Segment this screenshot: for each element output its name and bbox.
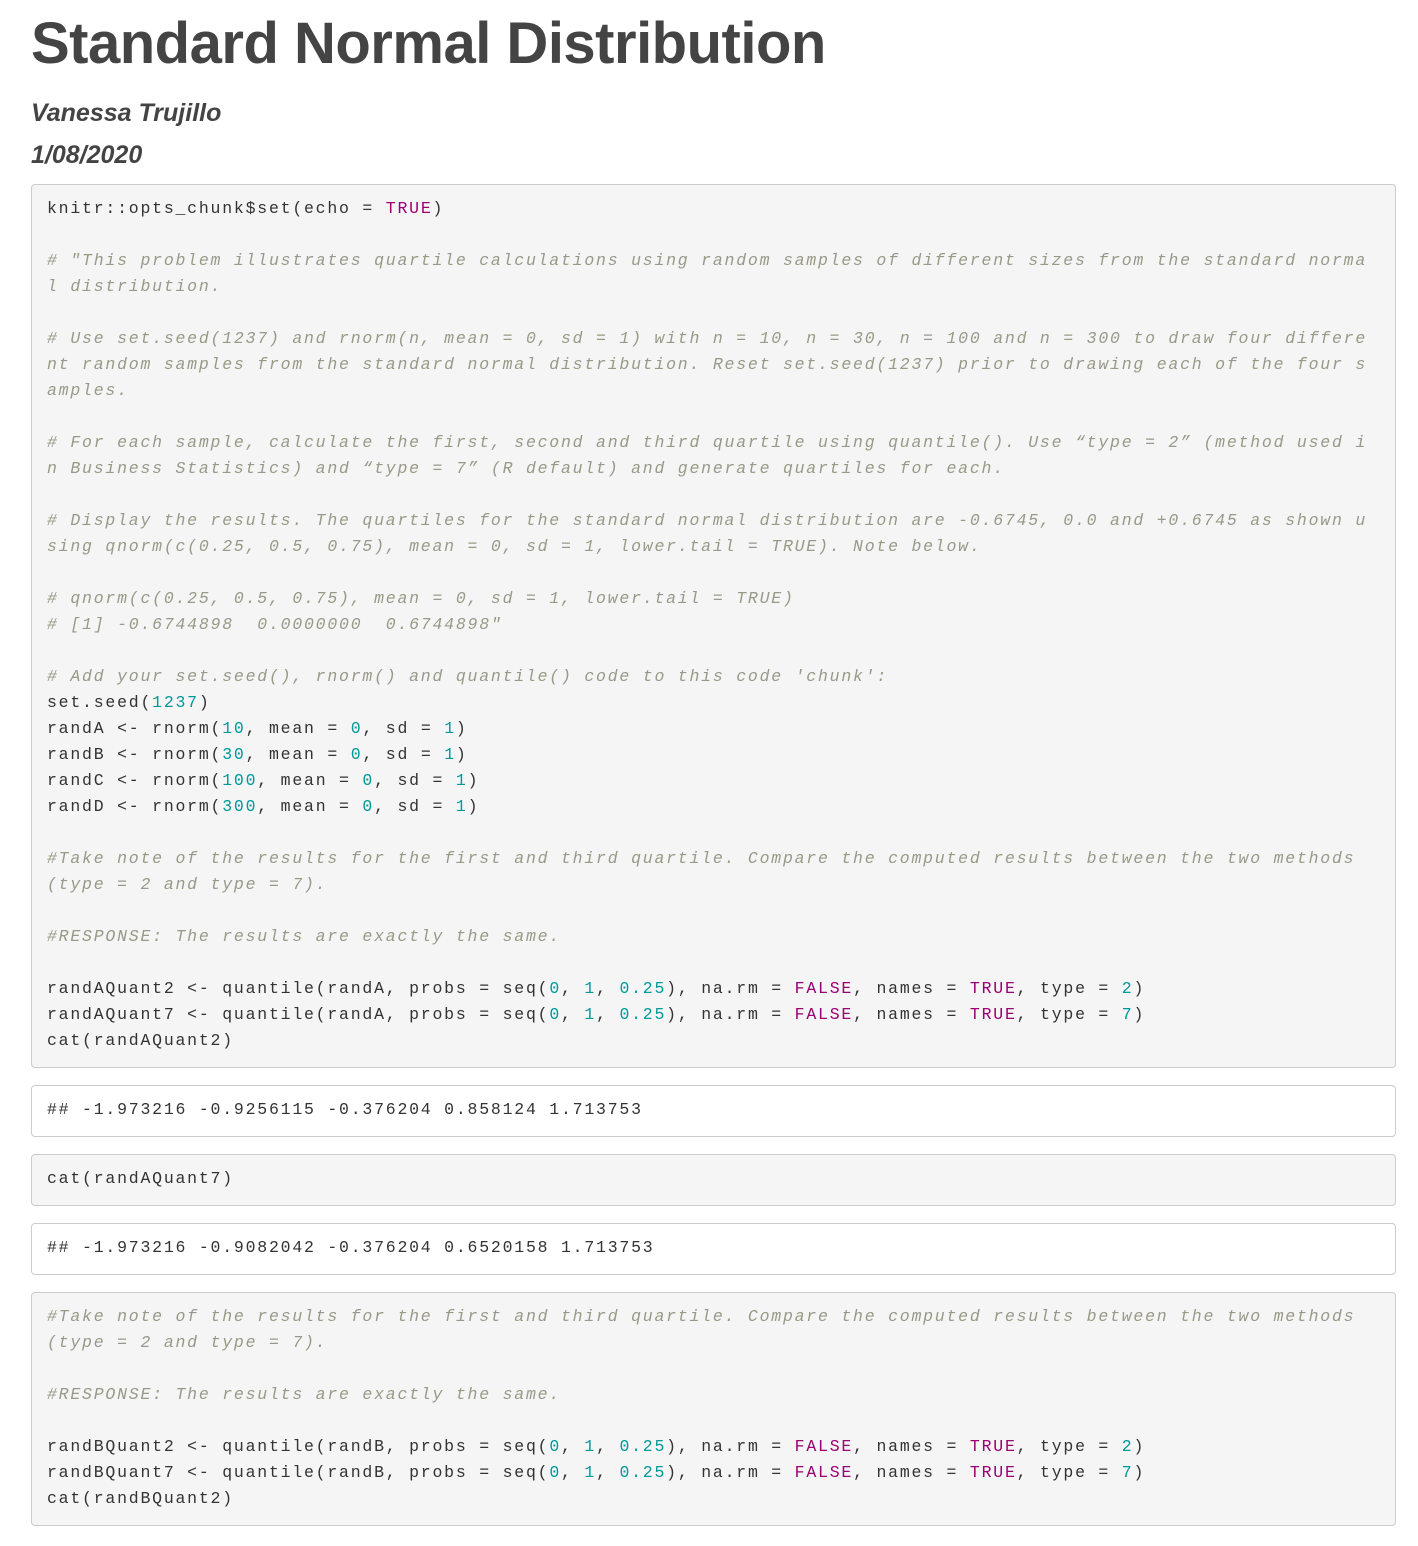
code-token: , type =: [1016, 1463, 1122, 1482]
code-token: ): [1133, 1005, 1146, 1024]
keyword-token: TRUE: [969, 1463, 1017, 1482]
code-token: ,: [596, 1005, 620, 1024]
number-token: 2: [1121, 979, 1134, 998]
code-line: [47, 612, 1380, 638]
code-line: [47, 1408, 1380, 1434]
comment-token: #RESPONSE: The results are exactly the same.: [47, 1385, 561, 1404]
comment-token: sing qnorm(c(0.25, 0.5, 0.75), mean = 0, sd = 1, lower.tail = TRUE). Note below.: [47, 537, 982, 556]
number-token: 2: [1121, 1437, 1134, 1456]
number-token: 0: [549, 1437, 561, 1456]
code-token: ,: [596, 1463, 620, 1482]
code-line: [47, 1486, 1380, 1512]
code-line: [47, 274, 1380, 300]
code-token: , names =: [853, 1463, 970, 1482]
keyword-token: TRUE: [969, 1005, 1017, 1024]
code-token: ,: [561, 1437, 585, 1456]
code-token: , sd =: [374, 771, 456, 790]
comment-token: # Display the results. The quartiles for the standard normal distribution are -0.6745, 0.0 and +0.6745 as shown u: [47, 511, 1368, 530]
code-line: [47, 820, 1380, 846]
code-token: cat(randBQuant2): [47, 1489, 234, 1508]
code-chunk: [31, 184, 1396, 1068]
comment-token: # Add your set.seed(), rnorm() and quantile() code to this code 'chunk':: [47, 667, 889, 686]
comment-token: (type = 2 and type = 7).: [47, 875, 328, 894]
keyword-token: FALSE: [794, 1437, 854, 1456]
comment-token: # qnorm(c(0.25, 0.5, 0.75), mean = 0, sd = 1, lower.tail = TRUE): [47, 589, 795, 608]
number-token: 0.25: [619, 1463, 667, 1482]
number-token: 10: [222, 719, 246, 738]
number-token: 0: [549, 979, 561, 998]
number-token: 100: [222, 771, 258, 790]
number-token: 1: [455, 771, 468, 790]
code-line: [47, 482, 1380, 508]
code-token: ), na.rm =: [666, 979, 795, 998]
code-line: [47, 430, 1380, 456]
code-chunk: [31, 1292, 1396, 1526]
code-line: [47, 1460, 1380, 1486]
number-token: 0: [350, 719, 363, 738]
code-line: [47, 1028, 1380, 1054]
code-token: ,: [596, 1437, 620, 1456]
number-token: 0.25: [619, 1437, 667, 1456]
number-token: 0: [362, 797, 375, 816]
number-token: 30: [222, 745, 246, 764]
code-line: [47, 690, 1380, 716]
code-line: [47, 976, 1380, 1002]
number-token: 0: [549, 1463, 561, 1482]
code-line: [47, 1166, 1380, 1192]
code-line: [47, 352, 1380, 378]
comment-token: #RESPONSE: The results are exactly the same.: [47, 927, 561, 946]
code-token: , names =: [853, 1005, 970, 1024]
code-token: ): [1133, 979, 1146, 998]
code-token: ), na.rm =: [666, 1463, 795, 1482]
code-line: [47, 1304, 1380, 1330]
comment-token: #Take note of the results for the first and third quartile. Compare the computed results between the two methods: [47, 849, 1356, 868]
keyword-token: TRUE: [969, 979, 1017, 998]
comment-token: (type = 2 and type = 7).: [47, 1333, 328, 1352]
code-line: [47, 534, 1380, 560]
code-line: [47, 768, 1380, 794]
code-token: ,: [596, 979, 620, 998]
code-token: randC <- rnorm(: [47, 771, 223, 790]
output-chunk: [31, 1085, 1396, 1137]
comment-token: # "This problem illustrates quartile calculations using random samples of different sizes from the standard norma: [47, 251, 1368, 270]
code-token: ,: [561, 1005, 585, 1024]
code-token: ## -1.973216 -0.9082042 -0.376204 0.6520158 1.713753: [47, 1238, 655, 1257]
code-chunk: [31, 1154, 1396, 1206]
code-token: ): [467, 797, 480, 816]
code-line: [47, 1434, 1380, 1460]
number-token: 1: [444, 745, 456, 764]
code-line: [47, 326, 1380, 352]
code-line: [47, 404, 1380, 430]
code-line: [47, 1356, 1380, 1382]
code-token: , mean =: [257, 797, 363, 816]
code-line: [47, 560, 1380, 586]
code-line: [47, 716, 1380, 742]
number-token: 7: [1121, 1005, 1134, 1024]
code-token: set.seed(: [47, 693, 153, 712]
code-line: [47, 586, 1380, 612]
code-token: randD <- rnorm(: [47, 797, 223, 816]
number-token: 1: [584, 1463, 597, 1482]
author: Vanessa Trujillo: [31, 99, 222, 127]
code-line: [47, 1097, 1380, 1123]
code-token: , mean =: [257, 771, 363, 790]
code-line: [47, 872, 1380, 898]
comment-token: # [1] -0.6744898 0.0000000 0.6744898": [47, 615, 503, 634]
code-line: [47, 1330, 1380, 1356]
code-line: [47, 300, 1380, 326]
document-body: [31, 184, 1396, 1526]
code-token: ): [432, 199, 445, 218]
comment-token: # Use set.seed(1237) and rnorm(n, mean = 0, sd = 1) with n = 10, n = 30, n = 100 and n = 300 to draw four differe: [47, 329, 1368, 348]
code-line: [47, 898, 1380, 924]
code-token: , type =: [1016, 1005, 1122, 1024]
code-token: randAQuant7 <- quantile(randA, probs = seq(: [47, 1005, 550, 1024]
page-title: Standard Normal Distribution: [31, 11, 826, 76]
comment-token: #Take note of the results for the first and third quartile. Compare the computed results between the two methods: [47, 1307, 1356, 1326]
code-line: [47, 456, 1380, 482]
comment-token: # For each sample, calculate the first, second and third quartile using quantile(). Use “type = 2” (method used i: [47, 433, 1368, 452]
code-token: , sd =: [374, 797, 456, 816]
code-token: , type =: [1016, 1437, 1122, 1456]
number-token: 300: [222, 797, 258, 816]
number-token: 0: [362, 771, 375, 790]
code-line: [47, 1002, 1380, 1028]
keyword-token: FALSE: [794, 1463, 854, 1482]
code-line: [47, 924, 1380, 950]
code-token: ,: [561, 979, 585, 998]
number-token: 7: [1121, 1463, 1134, 1482]
code-token: randA <- rnorm(: [47, 719, 223, 738]
code-token: knitr::opts_chunk$set(echo =: [47, 199, 386, 218]
number-token: 0: [350, 745, 363, 764]
keyword-token: TRUE: [969, 1437, 1017, 1456]
code-token: ): [198, 693, 211, 712]
code-token: , mean =: [245, 745, 351, 764]
code-token: randBQuant7 <- quantile(randB, probs = seq(: [47, 1463, 550, 1482]
code-token: , type =: [1016, 979, 1122, 998]
code-token: ): [467, 771, 480, 790]
comment-token: amples.: [47, 381, 129, 400]
date: 1/08/2020: [31, 141, 143, 169]
number-token: 0.25: [619, 979, 667, 998]
number-token: 1237: [152, 693, 199, 712]
code-token: cat(randAQuant2): [47, 1031, 234, 1050]
code-line: [47, 794, 1380, 820]
code-token: , names =: [853, 979, 970, 998]
number-token: 1: [584, 1005, 597, 1024]
code-line: [47, 196, 1380, 222]
code-line: [47, 222, 1380, 248]
keyword-token: TRUE: [385, 199, 433, 218]
code-token: ), na.rm =: [666, 1437, 795, 1456]
comment-token: nt random samples from the standard normal distribution. Reset set.seed(1237) prior to drawing each of the four s: [47, 355, 1368, 374]
code-line: [47, 1382, 1380, 1408]
keyword-token: FALSE: [794, 979, 854, 998]
code-token: ): [455, 719, 468, 738]
code-token: cat(randAQuant7): [47, 1169, 234, 1188]
code-token: randAQuant2 <- quantile(randA, probs = seq(: [47, 979, 550, 998]
number-token: 1: [584, 979, 597, 998]
code-token: ,: [561, 1463, 585, 1482]
code-token: , sd =: [362, 719, 445, 738]
number-token: 1: [444, 719, 456, 738]
code-token: randBQuant2 <- quantile(randB, probs = seq(: [47, 1437, 550, 1456]
code-line: [47, 742, 1380, 768]
code-line: [47, 248, 1380, 274]
code-token: randB <- rnorm(: [47, 745, 223, 764]
code-line: [47, 846, 1380, 872]
code-line: [47, 664, 1380, 690]
output-chunk: [31, 1223, 1396, 1275]
number-token: 1: [455, 797, 468, 816]
keyword-token: FALSE: [794, 1005, 854, 1024]
code-token: ), na.rm =: [666, 1005, 795, 1024]
code-line: [47, 508, 1380, 534]
code-line: [47, 638, 1380, 664]
code-token: , sd =: [362, 745, 445, 764]
code-token: , names =: [853, 1437, 970, 1456]
code-token: ): [1133, 1463, 1146, 1482]
code-token: ): [1133, 1437, 1146, 1456]
number-token: 1: [584, 1437, 597, 1456]
number-token: 0.25: [619, 1005, 667, 1024]
code-token: , mean =: [245, 719, 351, 738]
code-line: [47, 950, 1380, 976]
code-token: ): [455, 745, 468, 764]
code-line: [47, 1235, 1380, 1261]
code-token: ## -1.973216 -0.9256115 -0.376204 0.858124 1.713753: [47, 1100, 643, 1119]
number-token: 0: [549, 1005, 561, 1024]
comment-token: l distribution.: [47, 277, 223, 296]
comment-token: n Business Statistics) and “type = 7” (R default) and generate quartiles for each.: [47, 459, 1005, 478]
code-line: [47, 378, 1380, 404]
